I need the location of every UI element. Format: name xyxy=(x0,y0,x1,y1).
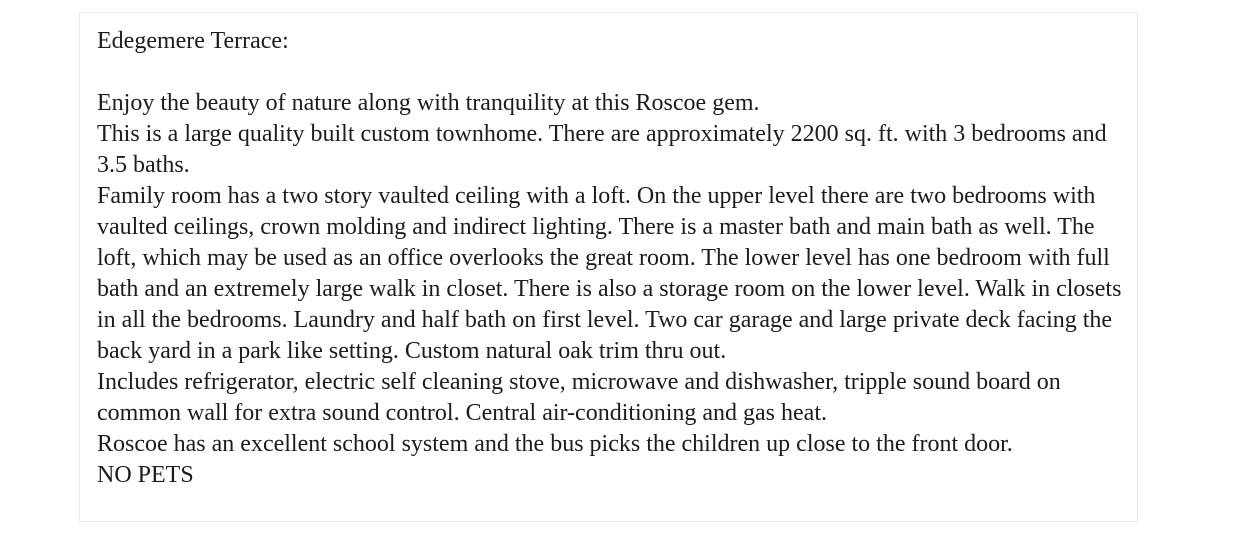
listing-paragraph: Roscoe has an excellent school system and the bus picks the children up close to the front door. xyxy=(97,431,1013,457)
listing-paragraph: Includes refrigerator, electric self cleaning stove, microwave and dishwasher, tripple sound board on common wall for extra sound control. Central air-conditioning and gas heat. xyxy=(97,369,1061,426)
blank-line xyxy=(97,57,1129,88)
listing-panel xyxy=(79,12,1138,522)
listing-title: Edegemere Terrace: xyxy=(97,28,289,54)
listing-paragraph: Family room has a two story vaulted ceiling with a loft. On the upper level there are two bedrooms with vaulted ceilings, crown molding and indirect lighting. There is a master bath and main bath as well. The loft, which may be used as an office overlooks the great room. The lower level has one bedroom with full bath and an extremely large walk in closet. There is also a storage room on the lower level. Walk in closets in all the bedrooms. Laundry and half bath on first level. Two car garage and large private deck facing the back yard in a park like setting. Custom natural oak trim thru out. xyxy=(97,183,1122,364)
listing-paragraph: NO PETS xyxy=(97,462,194,488)
listing-body xyxy=(97,88,1129,491)
listing-paragraph: This is a large quality built custom townhome. There are approximately 2200 sq. ft. with 3 bedrooms and 3.5 baths. xyxy=(97,121,1107,178)
listing-paragraph: Enjoy the beauty of nature along with tranquility at this Roscoe gem. xyxy=(97,90,760,116)
